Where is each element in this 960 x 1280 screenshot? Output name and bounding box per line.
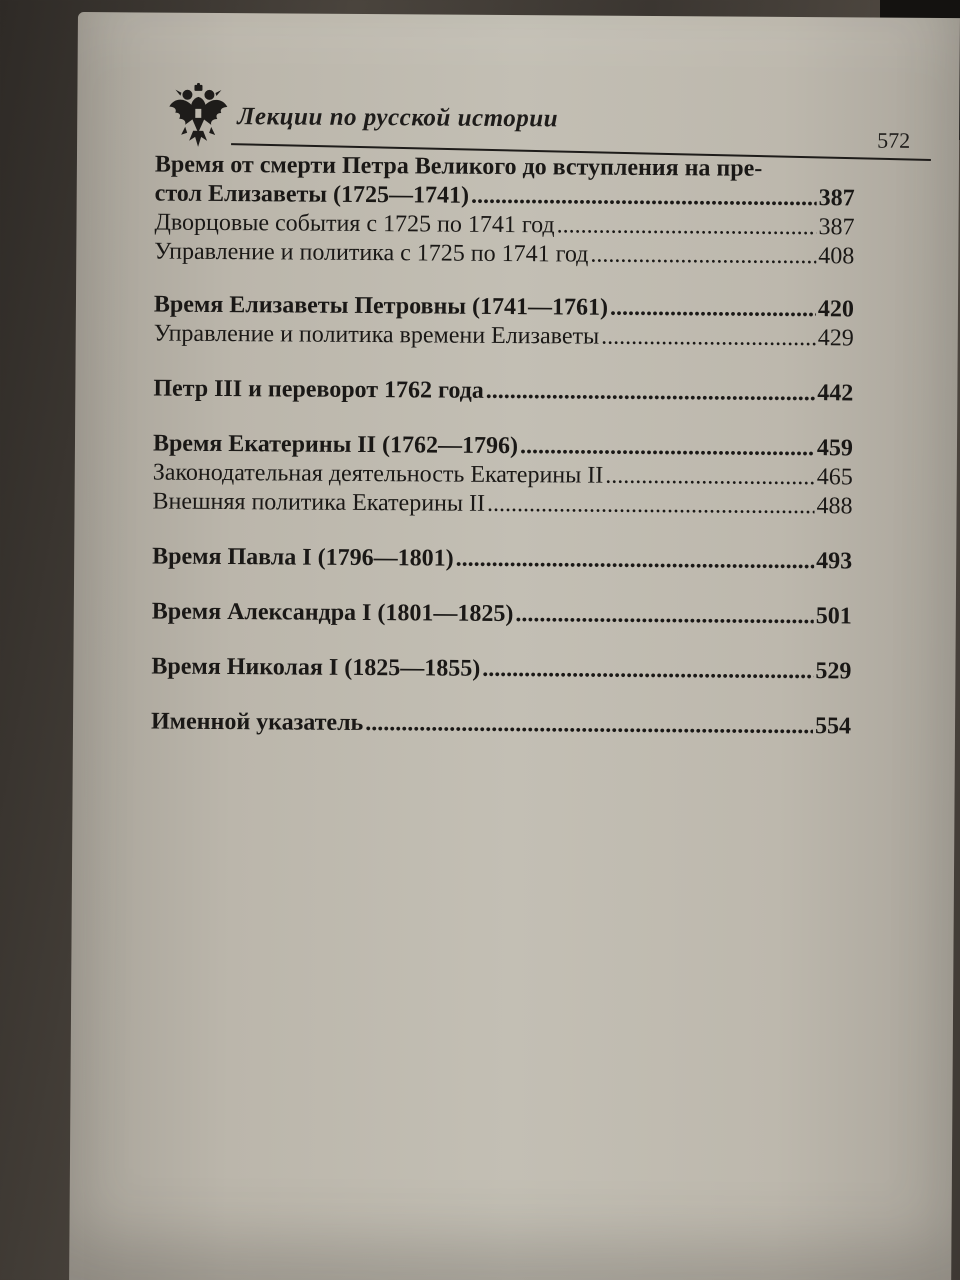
toc-subentry: Законодательная деятельность Екатерины II ..... 465 xyxy=(153,459,853,493)
leader-dots xyxy=(520,432,815,463)
toc-subentry: Внешняя политика Екатерины II ..... 488 xyxy=(152,488,852,522)
leader-dots xyxy=(456,545,815,577)
toc-entry: Время Николая I (1825—1855) ..... 529 xyxy=(151,653,851,687)
toc-entry: Время Екатерины II (1762—1796) ..... 459 xyxy=(153,430,853,464)
leader-dots xyxy=(605,462,815,492)
toc-subentry: Управление и политика с 1725 по 1741 год ..... 408 xyxy=(154,238,854,272)
leader-dots xyxy=(487,490,815,521)
leader-dots xyxy=(590,241,816,272)
toc-entry: Время Елизаветы Петровны (1741—1761) ..... 420 xyxy=(154,291,854,325)
toc-subentry: Дворцовые события с 1725 по 1741 год ..... 387 xyxy=(154,209,854,243)
table-of-contents xyxy=(151,151,855,742)
leader-dots xyxy=(601,323,816,353)
leader-dots xyxy=(482,655,813,686)
leader-dots xyxy=(610,294,816,324)
leader-dots xyxy=(557,211,817,242)
toc-section-title: Время от смерти Петра Великого до вступления на пре- xyxy=(154,151,763,182)
toc-subentry: Управление и политика времени Елизаветы ..... 429 xyxy=(154,320,854,354)
running-title: Лекции по русской истории xyxy=(237,103,559,133)
leader-dots xyxy=(471,182,817,213)
toc-entry: Время Александра I (1801—1825) ..... 501 xyxy=(152,598,852,632)
leader-dots xyxy=(365,709,813,741)
page-header xyxy=(167,83,911,158)
leader-dots xyxy=(515,600,814,631)
book-page xyxy=(69,12,960,1280)
toc-entry: Время Павла I (1796—1801) ..... 493 xyxy=(152,543,852,577)
page-number: 572 xyxy=(877,127,911,153)
leader-dots xyxy=(486,377,816,408)
double-headed-eagle-icon xyxy=(167,83,229,151)
toc-entry: Именной указатель ..... 554 xyxy=(151,708,851,742)
toc-entry: Петр III и переворот 1762 года ..... 442 xyxy=(153,375,853,409)
toc-entry: стол Елизаветы (1725—1741) ..... 387 xyxy=(155,180,855,214)
